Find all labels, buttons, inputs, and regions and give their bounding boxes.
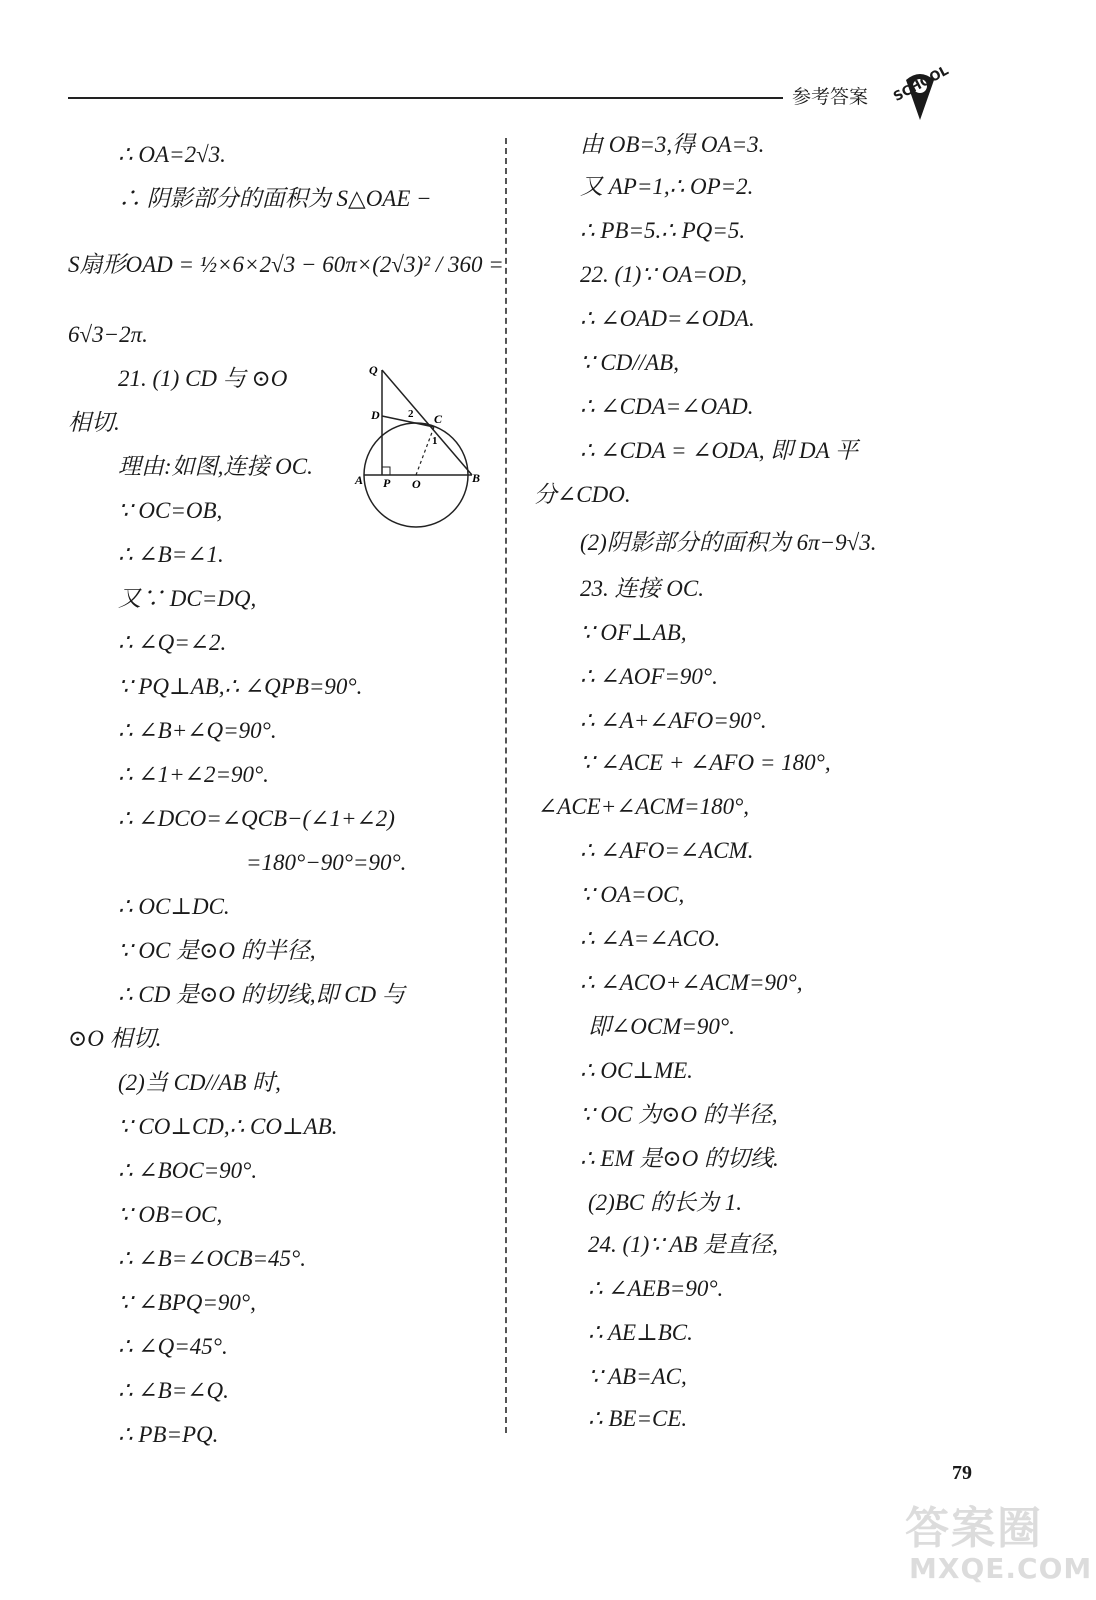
text-line: 相切. xyxy=(68,410,120,435)
watermark-bottom: MXQE.COM xyxy=(909,1552,1093,1585)
text-line: ∵ CO⊥CD,∴ CO⊥AB. xyxy=(118,1114,338,1139)
text-line: ∵ AB=AC, xyxy=(588,1364,687,1389)
text-line: ∵ OC 是⊙O 的半径, xyxy=(118,938,316,963)
text-line: ∴ ∠B=∠OCB=45°. xyxy=(118,1246,306,1271)
segment-qb xyxy=(382,370,472,475)
text-line: ∵ PQ⊥AB,∴ ∠QPB=90°. xyxy=(118,674,363,699)
text-line: ∴ ∠OAD=∠ODA. xyxy=(580,306,755,331)
label-q: Q xyxy=(369,363,378,377)
text-line: ∴ ∠B=∠1. xyxy=(118,542,224,567)
text-line: ∴ OA=2√3. xyxy=(118,142,226,167)
text-line: 22. (1)∵ OA=OD, xyxy=(580,262,747,287)
label-p: P xyxy=(383,476,391,490)
text-line: ⊙O 相切. xyxy=(68,1026,162,1051)
text-line: ∴ ∠B=∠Q. xyxy=(118,1378,229,1403)
label-a: A xyxy=(355,473,364,487)
text-line: ∴ ∠B+∠Q=90°. xyxy=(118,718,277,743)
text-line: ∴ ∠AOF=90°. xyxy=(580,664,718,689)
text-line: ∴ ∠DCO=∠QCB−(∠1+∠2) xyxy=(118,806,395,831)
text-line: ∴ ∠CDA = ∠ODA, 即 DA 平 xyxy=(580,438,859,463)
text-line: ∴ AE⊥BC. xyxy=(588,1320,693,1345)
text-line: (2)当 CD//AB 时, xyxy=(118,1070,281,1095)
page-number: 79 xyxy=(952,1462,972,1484)
text-line: ∴ 阴影部分的面积为 S△OAE − xyxy=(118,186,432,211)
text-line: ∴ OC⊥ME. xyxy=(580,1058,693,1083)
text-line: ∴ ∠1+∠2=90°. xyxy=(118,762,269,787)
label-d: D xyxy=(371,408,380,422)
text-line: ∵ ∠ACE + ∠AFO = 180°, xyxy=(580,750,831,775)
header-rule xyxy=(68,97,783,99)
watermark xyxy=(905,1490,1093,1600)
text-line: ∵ OF⊥AB, xyxy=(580,620,687,645)
text-line: ∴ ∠AFO=∠ACM. xyxy=(580,838,754,863)
text-line: ∴ OC⊥DC. xyxy=(118,894,230,919)
text-line: 23. 连接 OC. xyxy=(580,576,704,601)
watermark-top: 答案圈 xyxy=(905,1503,1043,1554)
text-line: ∵ OB=OC, xyxy=(118,1202,223,1227)
school-badge-icon xyxy=(884,62,956,124)
text-line: ∵ OC 为⊙O 的半径, xyxy=(580,1102,778,1127)
text-line: =180°−90°=90°. xyxy=(246,850,407,875)
label-o: O xyxy=(412,477,421,491)
text-line: 分∠CDO. xyxy=(534,482,631,507)
text-line: ∴ ∠Q=∠2. xyxy=(118,630,227,655)
header-title: 参考答案 xyxy=(792,86,869,108)
text-line: (2)阴影部分的面积为 6π−9√3. xyxy=(580,530,877,555)
text-line: ∴ ∠A+∠AFO=90°. xyxy=(580,708,767,733)
geometry-figure xyxy=(354,360,490,530)
text-line: ∴ ∠Q=45°. xyxy=(118,1334,228,1359)
text-line: 24. (1)∵ AB 是直径, xyxy=(588,1232,778,1257)
label-b: B xyxy=(472,471,481,485)
column-divider xyxy=(505,138,507,1433)
text-line: 又∵ DC=DQ, xyxy=(118,586,257,611)
text-line: ∴ ∠ACO+∠ACM=90°, xyxy=(580,970,803,995)
text-line: ∠ACE+∠ACM=180°, xyxy=(538,794,750,819)
text-line: ∴ CD 是⊙O 的切线,即 CD 与 xyxy=(118,982,405,1007)
text-line: ∵ OC=OB, xyxy=(118,498,223,523)
label-two: 2 xyxy=(408,408,414,420)
text-line: ∴ ∠A=∠ACO. xyxy=(580,926,721,951)
text-line: ∴ ∠CDA=∠OAD. xyxy=(580,394,754,419)
text-line: 6√3−2π. xyxy=(68,322,148,347)
text-line: ∴ ∠AEB=90°. xyxy=(588,1276,724,1301)
text-line: ∴ PB=5.∴ PQ=5. xyxy=(580,218,746,243)
text-line: 由 OB=3,得 OA=3. xyxy=(580,132,765,157)
label-c: C xyxy=(434,412,443,426)
right-angle-mark xyxy=(382,467,390,475)
text-line: 又 AP=1,∴ OP=2. xyxy=(580,174,754,199)
text-line: 21. (1) CD 与 ⊙O xyxy=(118,366,288,391)
text-line: ∴ PB=PQ. xyxy=(118,1422,219,1447)
text-line: 即∠OCM=90°. xyxy=(588,1014,735,1039)
text-line: ∵ CD//AB, xyxy=(580,350,679,375)
badge-text: SCHOOL xyxy=(891,63,952,105)
text-line: ∴ BE=CE. xyxy=(588,1406,688,1431)
text-line: ∵ ∠BPQ=90°, xyxy=(118,1290,256,1315)
label-one: 1 xyxy=(432,435,438,447)
text-line: ∴ EM 是⊙O 的切线. xyxy=(580,1146,779,1171)
text-line: ∵ OA=OC, xyxy=(580,882,685,907)
text-line: ∴ ∠BOC=90°. xyxy=(118,1158,258,1183)
text-line: S扇形OAD = ½×6×2√3 − 60π×(2√3)² / 360 = xyxy=(68,252,504,277)
text-line: (2)BC 的长为 1. xyxy=(588,1190,742,1215)
text-line: 理由:如图,连接 OC. xyxy=(118,454,313,479)
